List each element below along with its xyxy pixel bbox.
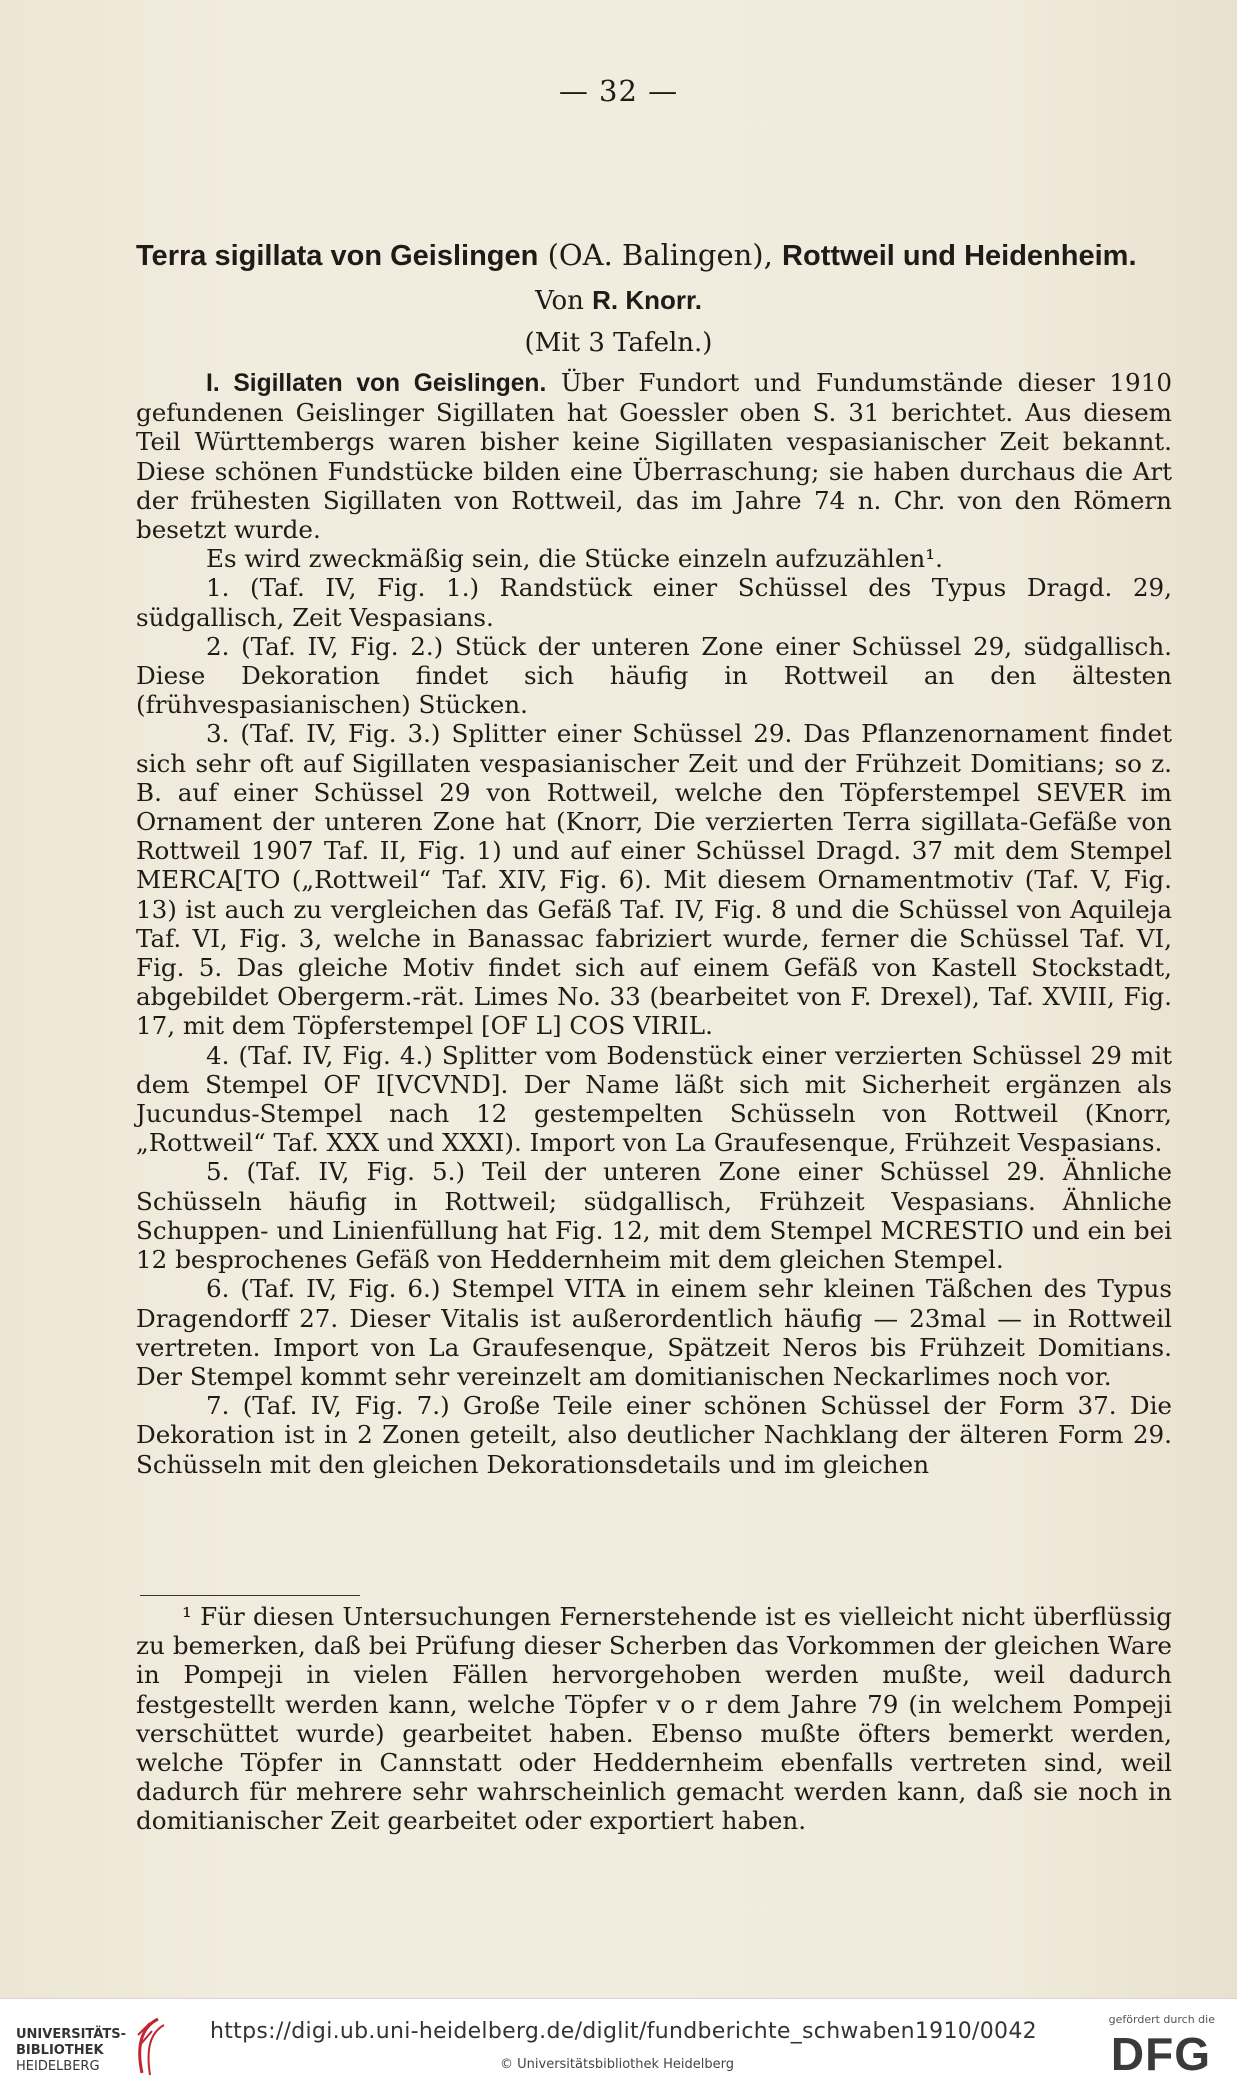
author-line	[0, 285, 1237, 316]
article-body	[136, 368, 1172, 1479]
author-prefix: Von	[535, 286, 593, 316]
paragraph: Es wird zweckmäßig sein, die Stücke einzeln aufzuzählen¹.	[206, 544, 943, 574]
permalink-url[interactable]: https://digi.ub.uni-heidelberg.de/diglit/fundberichte_schwaben1910/0042	[210, 2019, 1037, 2044]
title-part-2: (OA. Balingen),	[538, 238, 783, 272]
library-line-1: UNIVERSITÄTS-	[16, 2027, 126, 2042]
title-part-1: Terra sigillata von Geislingen	[136, 240, 539, 272]
paragraph-text: Über Fundort und Fundumstände dieser 1910 gefundenen Geislinger Sigillaten hat Goessler oben S. 31 berichtet. Aus diesem Teil Württembergs waren bisher keine Sigillaten vespasianischer Zeit bekannt. Diese schönen Fundstücke bilden eine Überraschung; sie haben durchaus die Art der frühesten Sigillaten von Rottweil, das im Jahre 74 n. Chr. von den Römern besetzt wurde.	[136, 368, 1172, 545]
author-name: R. Knorr.	[592, 285, 702, 315]
title-part-3: Rottweil und Heidenheim.	[782, 240, 1137, 272]
copyright-note: © Universitätsbibliothek Heidelberg	[500, 2057, 735, 2072]
plates-note: (Mit 3 Tafeln.)	[524, 328, 713, 358]
paragraph: 4. (Taf. IV, Fig. 4.) Splitter vom Bodenstück einer verzierten Schüssel 29 mit dem Stempel OF I[VCVND]. Der Name läßt sich mit Sicherheit ergänzen als Jucundus-Stempel nach 12 gestempelten Schüsseln von Rottweil (Knorr, „Rottweil“ Taf. XXX und XXXI). Import von La Graufesenque, Frühzeit Vespasians.	[136, 1040, 1172, 1158]
library-name	[16, 2027, 126, 2075]
paragraph-intro	[136, 368, 1172, 544]
footnote-text: ¹ Für diesen Untersuchungen Fernerstehende ist es vielleicht nicht überflüssig zu bemerken, daß bei Prüfung dieser Scherben das Vorkommen der gleichen Ware in Pompeji in vielen Fällen hervorgehoben werden mußte, weil dadurch festgestellt werden kann, welche Töpfer v o r dem Jahre 79 (in welchem Pompeji verschüttet wurde) gearbeitet haben. Ebenso mußte öfters bemerkt werden, welche Töpfer in Cannstatt oder Heddernheim ebenfalls vertreten sind, weil dadurch für mehrere sehr wahrscheinlich gemacht werden kann, daß sie noch in domitianischer Zeit gearbeitet oder exportiert haben.	[136, 1602, 1172, 1836]
paragraph: 7. (Taf. IV, Fig. 7.) Große Teile einer schönen Schüssel der Form 37. Die Dekoration ist in 2 Zonen geteilt, also deutlicher Nachklang der älteren Form 29. Schüsseln mit den gleichen Dekorationsdetails und im gleichen	[136, 1391, 1172, 1479]
article-title	[136, 238, 1172, 273]
footnote-rule	[140, 1595, 360, 1596]
dfg-logo: DFG	[1110, 2028, 1211, 2080]
paragraph: 1. (Taf. IV, Fig. 1.) Randstück einer Schüssel des Typus Dragd. 29, südgallisch, Zeit Vespasians.	[136, 573, 1172, 632]
library-logo-icon	[128, 2015, 172, 2079]
viewer-footer	[0, 1998, 1237, 2093]
paragraph: 3. (Taf. IV, Fig. 3.) Splitter einer Schüssel 29. Das Pflanzenornament findet sich sehr oft auf Sigillaten vespasianischer Zeit und der Frühzeit Domitians; so z. B. auf einer Schüssel 29 von Rottweil, welche den Töpferstempel SEVER im Ornament der unteren Zone hat (Knorr, Die verzierten Terra sigillata-Gefäße von Rottweil 1907 Taf. II, Fig. 1) und auf einer Schüssel Dragd. 37 mit dem Stempel MERCA[TO („Rottweil“ Taf. XIV, Fig. 6). Mit diesem Ornamentmotiv (Taf. V, Fig. 13) ist auch zu vergleichen das Gefäß Taf. IV, Fig. 8 und die Schüssel von Aquileja Taf. VI, Fig. 3, welche in Banassac fabriziert wurde, ferner die Schüssel Taf. VI, Fig. 5. Das gleiche Motiv findet sich auf einem Gefäß von Kastell Stockstadt, abgebildet Obergerm.-rät. Limes No. 33 (bearbeitet von F. Drexel), Taf. XVIII, Fig. 17, mit dem Töpferstempel [OF L] COS VIRIL.	[136, 719, 1172, 1041]
footnote	[136, 1602, 1172, 1836]
page-number: — 32 —	[558, 74, 679, 108]
library-line-3: HEIDELBERG	[16, 2059, 100, 2074]
paragraph: 6. (Taf. IV, Fig. 6.) Stempel VITA in einem sehr kleinen Täßchen des Typus Dragendorff 27. Dieser Vitalis ist außerordentlich häufig — 23mal — in Rottweil vertreten. Import von La Graufesenque, Spätzeit Neros bis Frühzeit Domitians. Der Stempel kommt sehr vereinzelt am domitianischen Neckarlimes noch vor.	[136, 1274, 1172, 1391]
library-line-2: BIBLIOTHEK	[16, 2043, 104, 2058]
paragraph: 5. (Taf. IV, Fig. 5.) Teil der unteren Zone einer Schüssel 29. Ähnliche Schüsseln häufig in Rottweil; südgallisch, Frühzeit Vespasians. Ähnliche Schuppen- und Linienfüllung hat Fig. 12, mit dem Stempel MCRESTIO und ein bei 12 besprochenes Gefäß von Heddernheim mit dem gleichen Stempel.	[136, 1157, 1172, 1275]
funder-note: gefördert durch die	[1108, 2013, 1215, 2026]
section-heading: I. Sigillaten von Geislingen.	[206, 370, 547, 397]
paragraph: 2. (Taf. IV, Fig. 2.) Stück der unteren Zone einer Schüssel 29, südgallisch. Diese Dekoration findet sich häufig in Rottweil an den ältesten (frühvespasianischen) Stücken.	[136, 631, 1172, 720]
